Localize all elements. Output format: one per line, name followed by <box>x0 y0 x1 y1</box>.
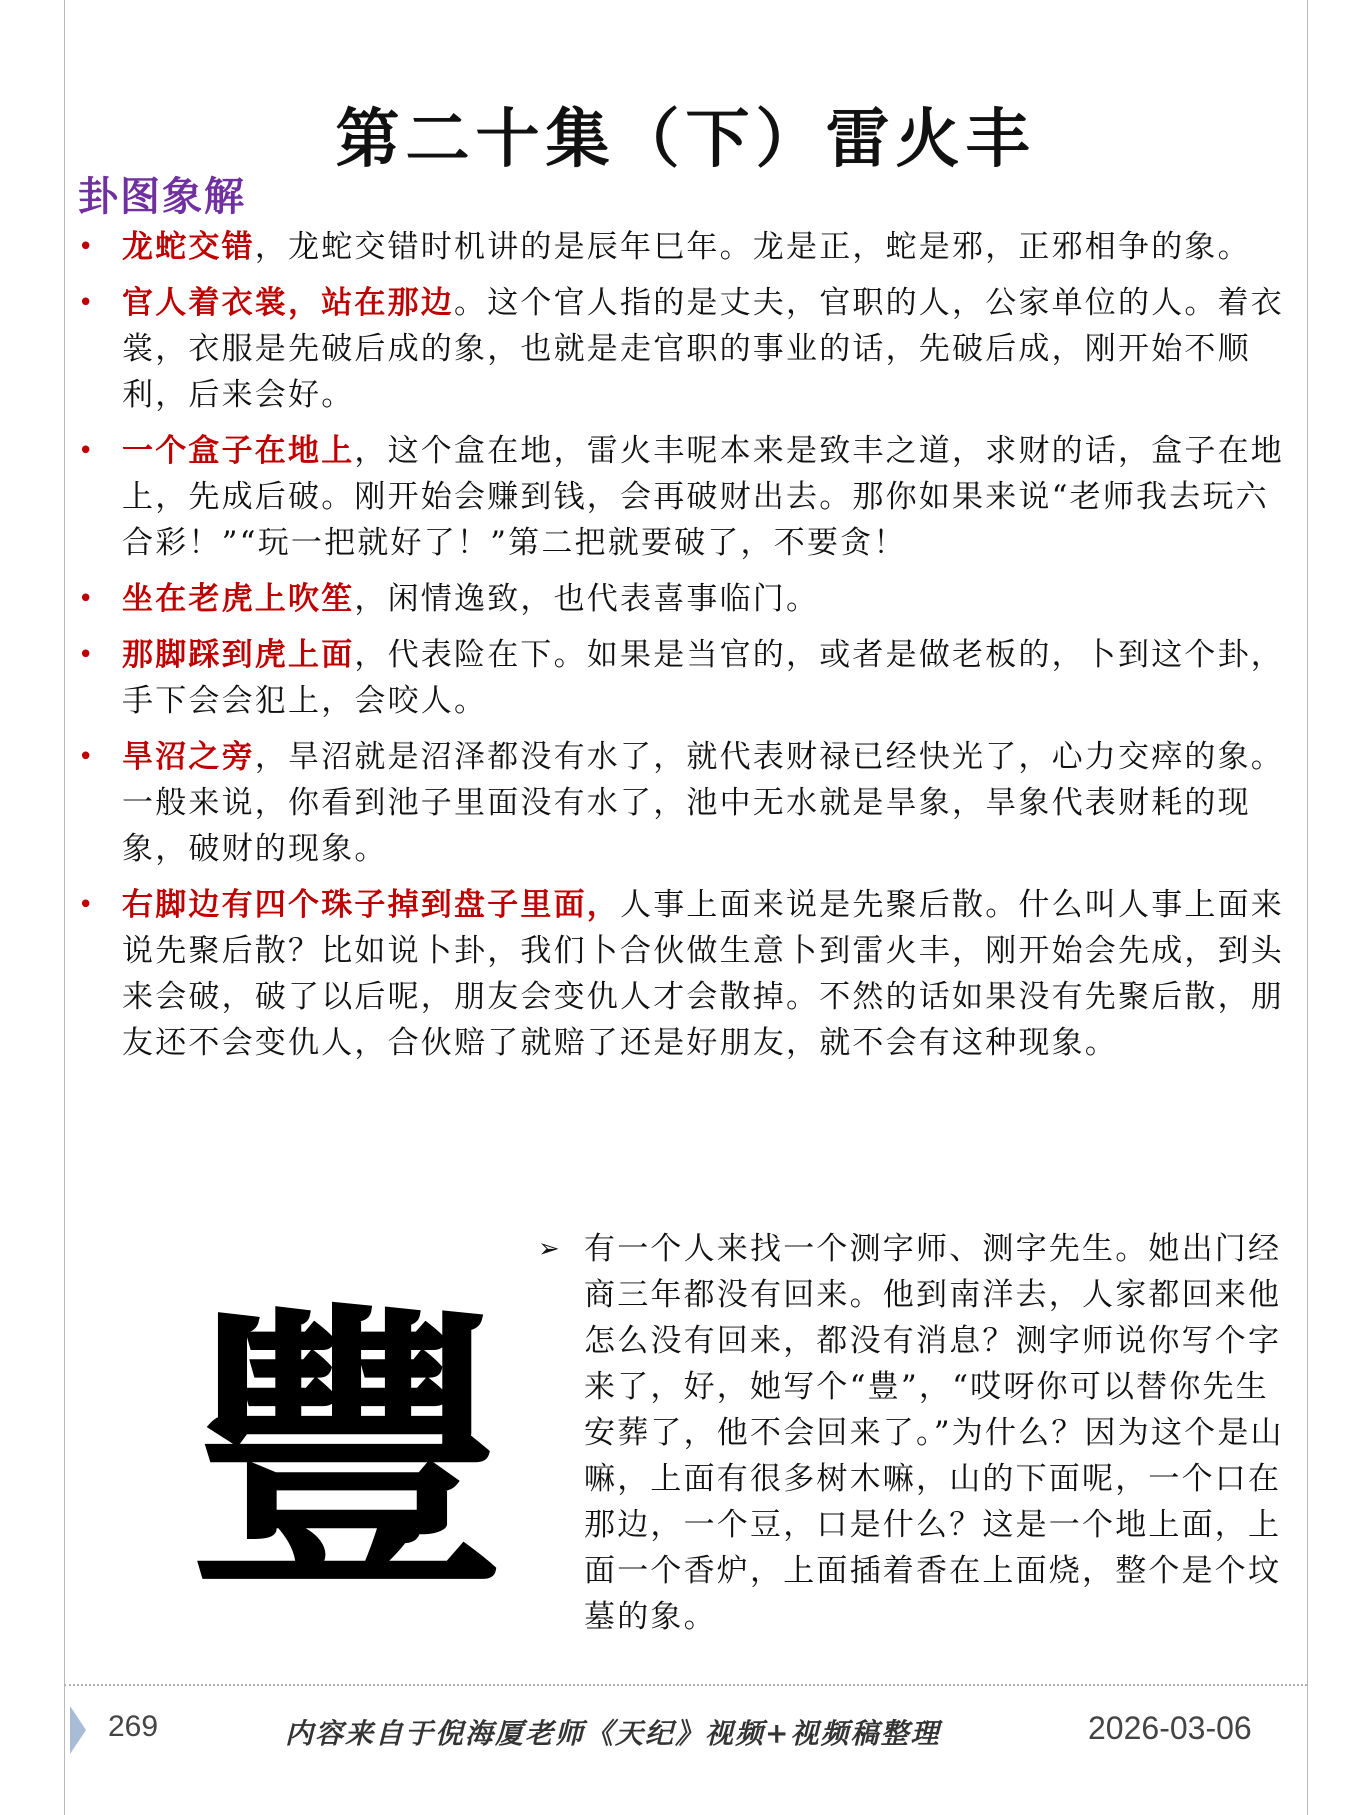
item-text: 人事上面来说是先聚后散。什么叫人事上面来说先聚后散？比如说卜卦，我们卜合伙做生意卜到雷火丰，刚开始会先成，到头来会破，破了以后呢，朋友会变仇人才会散掉。不然的话如果没有先聚后散，朋友还不会变仇人，合伙赔了就赔了还是好朋友，就不会有这种现象。 <box>122 887 1284 1061</box>
bullet-icon: • <box>78 742 96 772</box>
item-text: ，这个盒在地，雷火丰呢本来是致丰之道，求财的话，盒子在地上，先成后破。刚开始会赚到钱，会再破财出去。那你如果来说“老师我去玩六合彩！”“玩一把就好了！”第二把就要破了，不要贪！ <box>122 433 1285 561</box>
item-keyword: 一个盒子在地上 <box>122 433 355 469</box>
section-heading: 卦图象解 <box>78 173 246 220</box>
footer-date: 2026-03-06 <box>1088 1710 1252 1746</box>
bullet-icon: • <box>78 288 96 318</box>
item-text: ，旱沼就是沼泽都没有水了，就代表财禄已经快光了，心力交瘁的象。一般来说，你看到池子里面没有水了，池中无水就是旱象，旱象代表财耗的现象，破财的现象。 <box>122 739 1285 867</box>
item-text: ，龙蛇交错时机讲的是辰年巳年。龙是正，蛇是邪，正邪相争的象。 <box>254 229 1251 265</box>
list-item <box>74 576 1292 622</box>
calligraphy-image <box>189 1276 505 1629</box>
item-keyword: 官人着衣裳，站在那边 <box>122 285 454 321</box>
triangle-marker-icon <box>70 1706 86 1754</box>
bullet-icon: • <box>78 584 96 614</box>
page-number: 269 <box>108 1710 159 1743</box>
footer-source: 内容来自于倪海厦老师《天纪》视频+视频稿整理 <box>285 1717 941 1750</box>
bullet-icon: • <box>78 436 96 466</box>
story-text: 有一个人来找一个测字师、测字先生。她出门经商三年都没有回来。他到南洋去，人家都回来他怎么没有回来，都没有消息？测字师说你写个字来了，好，她写个“豊”，“哎呀你可以替你先生安葬了，他不会回来了。”为什么？因为这个是山嘛，上面有很多树木嘛，山的下面呢，一个口在那边，一个豆，口是什么？这是一个地上面，上面一个香炉，上面插着香在上面烧，整个是个坟墓的象。 <box>584 1231 1284 1635</box>
list-item <box>74 882 1292 1066</box>
list-item <box>74 280 1292 418</box>
story-block <box>538 1226 1298 1640</box>
item-keyword: 右脚边有四个珠子掉到盘子里面， <box>122 887 620 923</box>
footer-divider <box>64 1684 1307 1686</box>
list-item <box>74 734 1292 872</box>
page-title: 第二十集（下）雷火丰 <box>335 102 1036 177</box>
item-text: ，代表险在下。如果是当官的，或者是做老板的，卜到这个卦，手下会会犯上，会咬人。 <box>122 637 1285 719</box>
item-keyword: 龙蛇交错 <box>122 229 255 265</box>
item-text: 。这个官人指的是丈夫，官职的人，公家单位的人。着衣裳，衣服是先破后成的象，也就是走官职的事业的话，先破后成，刚开始不顺利，后来会好。 <box>122 285 1284 413</box>
right-margin-rule <box>1307 0 1308 1815</box>
list-item <box>74 632 1292 724</box>
bullet-icon: • <box>78 890 96 920</box>
left-margin-rule <box>64 0 65 1815</box>
interpretation-list <box>74 224 1292 1076</box>
item-keyword: 旱沼之旁 <box>122 739 255 775</box>
list-item <box>74 224 1292 270</box>
item-keyword: 坐在老虎上吹笙 <box>122 581 355 617</box>
bullet-icon: • <box>78 640 96 670</box>
list-item <box>74 428 1292 566</box>
item-keyword: 那脚踩到虎上面 <box>122 637 355 673</box>
bullet-icon: • <box>78 232 96 262</box>
calligraphy-character: 豐 <box>189 1276 505 1629</box>
item-text: ，闲情逸致，也代表喜事临门。 <box>354 581 820 617</box>
arrow-bullet-icon: ➢ <box>538 1234 562 1264</box>
